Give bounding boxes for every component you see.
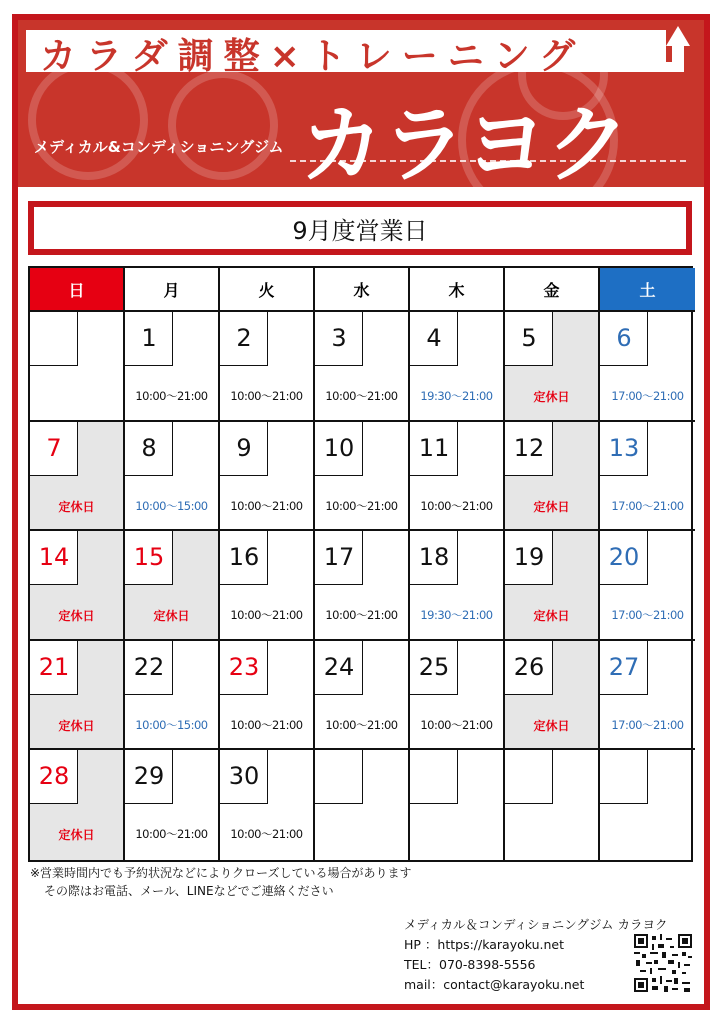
calendar-day-14: [30, 531, 125, 641]
day-number: 4: [426, 324, 442, 352]
day-number-box: [410, 750, 458, 804]
weekday-tue: 火: [220, 268, 315, 312]
business-hours: 10:00〜15:00: [135, 498, 208, 513]
calendar-day-12: [505, 422, 600, 532]
day-number: 12: [513, 433, 545, 462]
day-number: 6: [616, 324, 632, 352]
header-tagline: カラダ調整×トレーニング: [40, 36, 586, 77]
business-hours: 17:00〜21:00: [611, 608, 684, 623]
calendar-day-18: [410, 531, 505, 641]
contact-name: メディカル＆コンディショニングジム カラヨク: [404, 917, 668, 932]
business-hours: 10:00〜21:00: [420, 717, 493, 732]
weekday-sat: 土: [600, 268, 695, 312]
day-number: 16: [228, 543, 260, 572]
calendar-day-10: [315, 422, 410, 532]
calendar-day-20: [600, 531, 695, 641]
business-hours: 10:00〜15:00: [135, 717, 208, 732]
calendar-day-6: [600, 312, 695, 422]
calendar-week: [30, 641, 691, 751]
business-hours: 10:00〜21:00: [135, 827, 208, 842]
day-number: 8: [141, 433, 157, 462]
brand-logo: カラヨク: [300, 96, 629, 194]
closed-day-label: 定休日: [58, 828, 95, 843]
calendar-day-21: [30, 641, 125, 751]
day-number: 1: [141, 324, 157, 352]
calendar-day-15: [125, 531, 220, 641]
day-number: 18: [418, 543, 450, 572]
day-number: 9: [236, 433, 252, 462]
business-hours: 10:00〜21:00: [135, 389, 208, 403]
calendar-day-4: [410, 312, 505, 422]
day-number: 5: [521, 324, 537, 352]
weekday-wed: 水: [315, 268, 410, 312]
closed-day-label: 定休日: [533, 609, 570, 624]
day-number: 20: [608, 543, 640, 572]
business-hours: 17:00〜21:00: [611, 717, 684, 732]
calendar-day-29: [125, 750, 220, 860]
business-hours: 10:00〜21:00: [230, 717, 303, 732]
weekday-sun: 日: [30, 268, 125, 312]
calendar-day-19: [505, 531, 600, 641]
month-title-box: [28, 201, 692, 255]
day-number: 11: [418, 433, 450, 462]
weekday-header: [30, 268, 691, 312]
day-number: 30: [228, 762, 260, 791]
calendar-day-5: [505, 312, 600, 422]
closed-day-label: 定休日: [533, 718, 570, 733]
calendar-week: [30, 750, 691, 860]
calendar-empty-cell: [315, 750, 410, 860]
calendar-empty-cell: [410, 750, 505, 860]
weekday-thu: 木: [410, 268, 505, 312]
day-number: 10: [323, 433, 355, 462]
calendar-week: [30, 422, 691, 532]
day-number: 22: [133, 652, 165, 681]
brand-underline: [290, 160, 686, 162]
business-hours: 10:00〜21:00: [230, 389, 303, 403]
business-hours: 10:00〜21:00: [325, 498, 398, 513]
calendar-day-3: [315, 312, 410, 422]
calendar-week: [30, 531, 691, 641]
calendar-day-25: [410, 641, 505, 751]
day-number-box: [600, 750, 648, 804]
day-number-box: [315, 750, 363, 804]
day-number-box: [30, 312, 78, 366]
day-number: 24: [323, 652, 355, 681]
closed-day-label: 定休日: [58, 718, 95, 733]
day-number: 15: [133, 543, 165, 572]
header-subtitle: メディカル&コンディショニングジム: [34, 138, 284, 156]
day-number: 29: [133, 762, 165, 791]
calendar-day-9: [220, 422, 315, 532]
day-number: 3: [331, 324, 347, 352]
business-hours: 10:00〜21:00: [230, 498, 303, 513]
business-hours: 10:00〜21:00: [325, 608, 398, 623]
day-number: 13: [608, 433, 640, 462]
calendar-day-1: [125, 312, 220, 422]
day-number: 19: [513, 543, 545, 572]
day-number: 7: [46, 433, 62, 462]
qr-code-icon[interactable]: [634, 934, 692, 992]
business-hours: 19:30〜21:00: [420, 608, 493, 623]
day-number: 25: [418, 652, 450, 681]
calendar-day-30: [220, 750, 315, 860]
note-line-2: その際はお電話、メール、LINEなどでご連絡ください: [44, 884, 334, 898]
calendar-day-16: [220, 531, 315, 641]
note-line-1: ※営業時間内でも予約状況などによりクローズしている場合があります: [30, 866, 412, 880]
calendar-day-22: [125, 641, 220, 751]
business-hours: 17:00〜21:00: [611, 389, 684, 403]
calendar-day-7: [30, 422, 125, 532]
contact-mail[interactable]: mail：contact@karayoku.net: [404, 977, 585, 992]
calendar-day-17: [315, 531, 410, 641]
decor-circle: [168, 70, 278, 180]
weekday-mon: 月: [125, 268, 220, 312]
day-number: 2: [236, 324, 252, 352]
calendar-day-26: [505, 641, 600, 751]
business-hours: 10:00〜21:00: [230, 608, 303, 623]
closed-day-label: 定休日: [58, 499, 95, 514]
business-hours: 10:00〜21:00: [420, 498, 493, 513]
calendar-day-2: [220, 312, 315, 422]
calendar-day-27: [600, 641, 695, 751]
day-number-box: [505, 750, 553, 804]
calendar-empty-cell: [30, 312, 125, 422]
calendar-day-11: [410, 422, 505, 532]
calendar-day-28: [30, 750, 125, 860]
calendar-empty-cell: [600, 750, 695, 860]
business-hours: 19:30〜21:00: [420, 389, 493, 403]
calendar-empty-cell: [505, 750, 600, 860]
calendar-week: [30, 312, 691, 422]
closed-day-label: 定休日: [58, 609, 95, 624]
calendar-day-24: [315, 641, 410, 751]
contact-tel[interactable]: TEL：070-8398-5556: [404, 957, 536, 972]
arrow-up-icon: [650, 24, 690, 74]
weekday-fri: 金: [505, 268, 600, 312]
business-hours: 17:00〜21:00: [611, 498, 684, 513]
closed-day-label: 定休日: [533, 499, 570, 514]
month-title: 9月度営業日: [292, 216, 428, 245]
business-hours: 10:00〜21:00: [230, 827, 303, 842]
calendar-day-8: [125, 422, 220, 532]
closed-day-label: 定休日: [153, 609, 190, 624]
calendar-table: [28, 266, 693, 862]
contact-hp[interactable]: HP ：https://karayoku.net: [404, 937, 565, 952]
business-hours: 10:00〜21:00: [325, 717, 398, 732]
day-number: 28: [38, 762, 70, 791]
closed-day-label: 定休日: [533, 390, 570, 404]
calendar-day-13: [600, 422, 695, 532]
day-number: 23: [228, 652, 260, 681]
day-number: 27: [608, 652, 640, 681]
calendar-day-23: [220, 641, 315, 751]
day-number: 17: [323, 543, 355, 572]
day-number: 26: [513, 652, 545, 681]
day-number: 21: [38, 652, 70, 681]
business-hours: 10:00〜21:00: [325, 389, 398, 403]
day-number: 14: [38, 543, 70, 572]
